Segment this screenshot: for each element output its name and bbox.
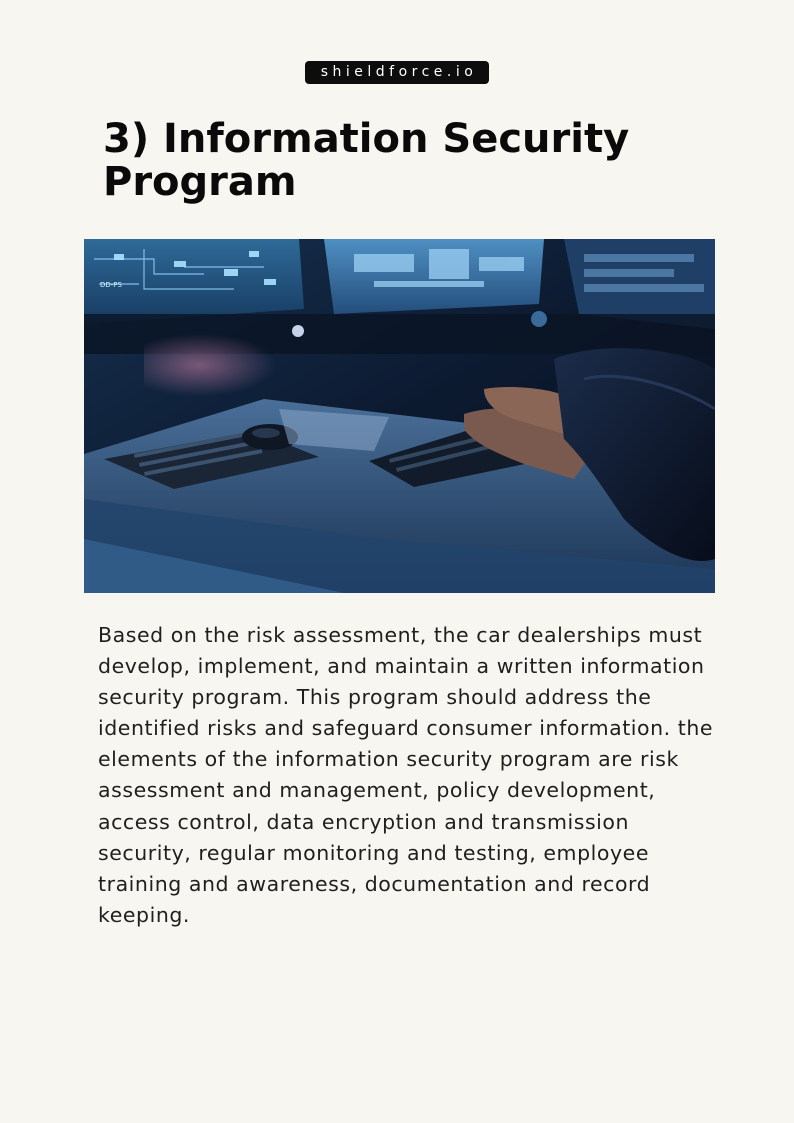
body-paragraph: Based on the risk assessment, the car dealerships must develop, implement, and maintain a written information security program. This program should address the identified risks and safeguard consumer information. the elements of the information security program are risk assessment and management, policy development, access control, data encryption and transmission security, regular monitoring and testing, employee training and awareness, documentation and record keeping. — [98, 623, 714, 927]
hero-photo — [84, 239, 715, 593]
brand-badge: shieldforce.io — [305, 61, 489, 84]
control-room-illustration — [84, 239, 715, 593]
svg-text:DD-PS: DD-PS — [100, 281, 122, 289]
page-title: 3) Information Security Program — [103, 116, 630, 205]
